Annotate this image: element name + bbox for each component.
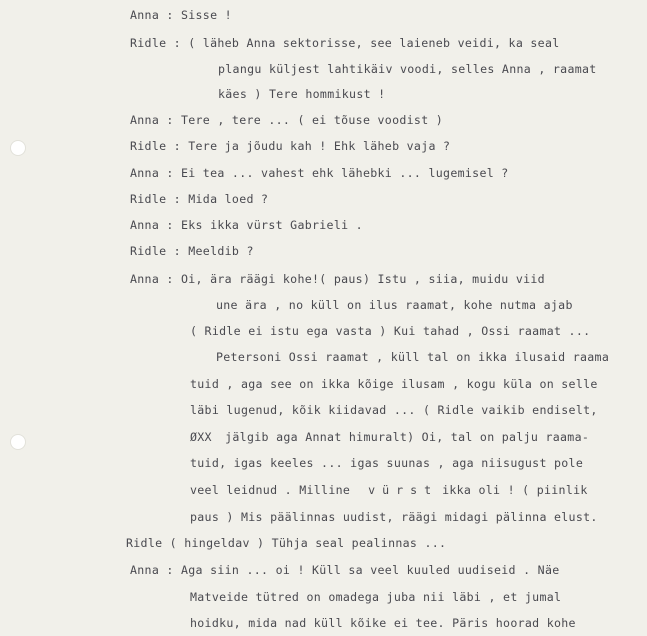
script-line: [190, 483, 588, 497]
script-line: Ridle ( hingeldav ) Tühja seal pealinnas ...: [126, 536, 447, 550]
script-line: une ära , no küll on ilus raamat, kohe nutma ajab: [216, 298, 573, 312]
script-line: tuid , aga see on ikka kõige ilusam , kogu küla on selle: [190, 377, 598, 391]
script-line: läbi lugenud, kõik kiidavad ... ( Ridle vaikib endiselt,: [190, 403, 598, 417]
script-line: Anna : Eks ikka vürst Gabrieli .: [130, 218, 363, 232]
spaced-emphasis-word: vürst: [368, 483, 439, 497]
script-line: Ridle : Meeldib ?: [130, 244, 254, 258]
script-text: veel leidnud . Milline: [190, 483, 351, 497]
script-line-struck: ØXX jälgib aga Annat himuralt) Oi, tal on palju raama-: [190, 430, 590, 444]
script-line: Ridle : Mida loed ?: [130, 192, 269, 206]
script-line: Anna : Ei tea ... vahest ehk lähebki ... lugemisel ?: [130, 166, 509, 180]
script-text: ikka oli ! ( piinlik: [442, 483, 588, 497]
script-line: plangu küljest lahtikäiv voodi, selles Anna , raamat: [218, 62, 597, 76]
struck-through-text: ØXX: [190, 430, 212, 444]
script-line: paus ) Mis päälinnas uudist, räägi midagi pälinna elust.: [190, 510, 598, 524]
punch-hole-top: [10, 140, 26, 156]
script-line: tuid, igas keeles ... igas suunas , aga niisugust pole: [190, 456, 584, 470]
script-line: Petersoni Ossi raamat , küll tal on ikka ilusaid raama: [216, 350, 610, 364]
script-line: Ridle : ( läheb Anna sektorisse, see laieneb veidi, ka seal: [130, 36, 560, 50]
punch-hole-bottom: [10, 434, 26, 450]
script-line: Ridle : Tere ja jõudu kah ! Ehk läheb vaja ?: [130, 139, 451, 153]
script-line: Anna : Aga siin ... oi ! Küll sa veel kuuled uudiseid . Näe: [130, 563, 560, 577]
script-line: käes ) Tere hommikust !: [218, 87, 386, 101]
script-line: Anna : Sisse !: [130, 8, 232, 22]
script-line: Anna : Oi, ära räägi kohe!( paus) Istu , siia, muidu viid: [130, 272, 545, 286]
script-line: ( Ridle ei istu ega vasta ) Kui tahad , Ossi raamat ...: [190, 324, 591, 338]
script-line: hoidku, mida nad küll kõike ei tee. Päris hoorad kohe: [190, 616, 576, 630]
script-line: Anna : Tere , tere ... ( ei tõuse voodist ): [130, 113, 444, 127]
script-line: Matveide tütred on omadega juba nii läbi , et jumal: [190, 590, 562, 604]
